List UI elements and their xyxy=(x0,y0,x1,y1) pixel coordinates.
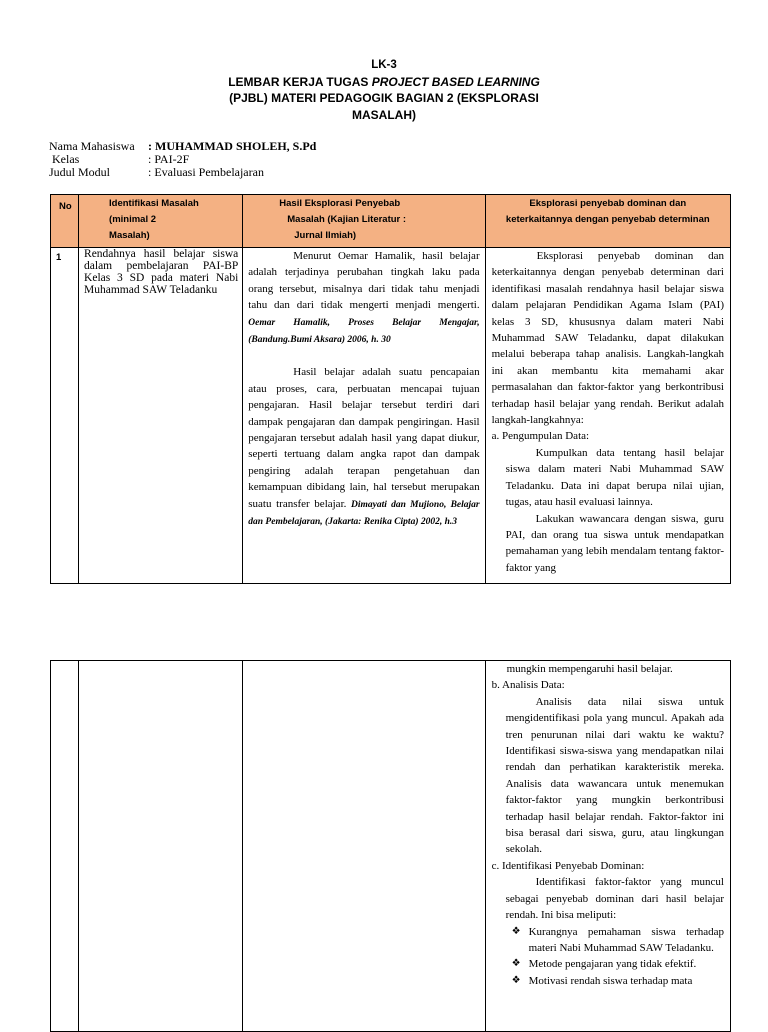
continued-text: mungkin mempengaruhi hasil belajar. xyxy=(506,663,673,675)
info-label: Kelas xyxy=(49,152,80,166)
table-row xyxy=(51,661,731,1032)
student-info xyxy=(49,140,316,179)
row-number: 1 xyxy=(51,248,79,584)
info-label: Judul Modul xyxy=(49,165,111,179)
header-eksplorasi: Eksplorasi penyebab dominan dan keterkaitannya dengan penyebab determinan xyxy=(485,195,730,248)
step-paragraph: Analisis data nilai siswa untuk mengidentifikasi pola yang muncul. Apakah ada tren penurunan nilai dari waktu ke waktu? Identifikasi siswa-siswa yang mendapatkan nilai rendah dan perhatikan karakteristik mereka. Analisis data wawancara untuk menemukan faktor-faktor yang mungkin berkontribusi terhadap hasil belajar rendah. Faktor-faktor ini bisa berasal dari siswa, guru, atau lingkungan sekolah. xyxy=(505,695,724,856)
info-value: : Evaluasi Pembelajaran xyxy=(148,165,264,179)
step-paragraph: Identifikasi faktor-faktor yang muncul sebagai penyebab dominan dari hasil belajar rendah. Ini bisa meliputi: xyxy=(505,876,724,922)
worksheet-table xyxy=(50,194,731,584)
list-item: ❖ Kurangnya pemahaman siswa terhadap materi Nabi Muhammad SAW Teladanku. xyxy=(512,924,724,957)
cell-eksplorasi xyxy=(485,661,730,1032)
cell-masalah: Rendahnya hasil belajar siswa dalam pembelajaran PAI-BP Kelas 3 SD pada materi Nabi Muhammad SAW Teladanku xyxy=(79,248,243,584)
cell-hasil-empty xyxy=(243,661,485,1032)
cell-masalah-empty xyxy=(79,661,243,1032)
eksplorasi-intro: Eksplorasi penyebab dominan dan keterkaitannya dengan penyebab determinan dari identifikasi masalah rendahnya hasil belajar siswa dalam pelajaran Pendidikan Agama Islam (PAI) kelas 3 SD, khususnya dalam materi Nabi Muhammad SAW Teladanku, dapat dilakukan melalui beberapa tahap analisis. Langkah-langkah ini akan membantu kita memahami akar permasalahan dan faktor-faktor yang berkontribusi terhadap hasil belajar yang rendah. Berikut adalah langkah-langkahnya: xyxy=(491,250,724,427)
info-label: Nama Mahasiswa xyxy=(49,139,135,153)
cell-eksplorasi xyxy=(485,248,730,584)
title-line-4: MASALAH) xyxy=(352,107,416,122)
hasil-paragraph: Hasil belajar adalah suatu pencapaian atau proses, cara, perbuatan mencapai tujuan pengajaran. Hasil belajar tersebut terdiri dari dampak pengajaran dan dampak pengiringan. Hasil pengajaran tersebut adalah hasil yang dapat diukur, seperti tertuang dalam angka rapot dan dampak pengiring adalah terapan pengetahuan dan kemampuan dibidang lain, hal tersebut merupakan suatu transfer belajar. Dimayati dan Mujiono, Belajar dan Pembelajaran, (Jakarta: Renika Cipta) 2002, h.3 xyxy=(248,366,480,528)
citation: Oemar Hamalik, Proses Belajar Mengajar, (Bandung.Bumi Aksara) 2006, h. 30 xyxy=(248,317,480,346)
table-header-row xyxy=(51,195,731,248)
step-paragraph: Lakukan wawancara dengan siswa, guru PAI, dan orang tua siswa untuk mendapatkan pemahaman yang lebih mendalam tentang faktor-faktor yang xyxy=(505,512,724,574)
title-line-2: LEMBAR KERJA TUGAS PROJECT BASED LEARNING xyxy=(228,74,540,89)
header-no: No xyxy=(51,195,79,248)
step-heading: c. Identifikasi Penyebab Dominan: xyxy=(491,859,645,872)
header-hasil: Hasil Eksplorasi Penyebab Masalah (Kajian Literatur : Jurnal Ilmiah) xyxy=(243,195,485,248)
step-heading: b. Analisis Data: xyxy=(491,679,565,692)
header-identifikasi: Identifikasi Masalah (minimal 2 Masalah) xyxy=(79,195,243,248)
step-paragraph: Kumpulkan data tentang hasil belajar siswa dalam materi Nabi Muhammad SAW Teladanku. Data ini dapat berupa nilai ujian, tugas, atau hasil evaluasi lainnya. xyxy=(505,446,724,509)
table-row xyxy=(51,248,731,584)
cell-no-empty xyxy=(51,661,79,1032)
list-item: ❖ Motivasi rendah siswa terhadap mata xyxy=(512,973,724,989)
list-item: ❖ Metode pengajaran yang tidak efektif. xyxy=(512,956,724,972)
info-value: : PAI-2F xyxy=(148,152,190,166)
title-line-3: (PJBL) MATERI PEDAGOGIK BAGIAN 2 (EKSPLORASI xyxy=(229,91,539,105)
info-row-module xyxy=(49,166,316,179)
worksheet-table-continued xyxy=(50,660,731,1032)
cell-hasil xyxy=(243,248,485,584)
bullet-list xyxy=(492,924,724,990)
step-heading: a. Pengumpulan Data: xyxy=(491,430,590,443)
citation: Dimayati dan Mujiono, Belajar dan Pembelajaran, (Jakarta: Renika Cipta) 2002, h.3 xyxy=(248,499,480,528)
document-title xyxy=(0,57,768,123)
title-code: LK-3 xyxy=(371,59,397,71)
hasil-paragraph: Menurut Oemar Hamalik, hasil belajar adalah terjadinya perubahan tingkah laku pada orang tersebut, misalnya dari tidak tahu menjadi tahu dan dari tidak mengerti menjadi mengerti. Oemar Hamalik, Proses Belajar Mengajar, (Bandung.Bumi Aksara) 2006, h. 30 xyxy=(248,250,480,346)
info-value: : MUHAMMAD SHOLEH, S.Pd xyxy=(148,139,317,153)
